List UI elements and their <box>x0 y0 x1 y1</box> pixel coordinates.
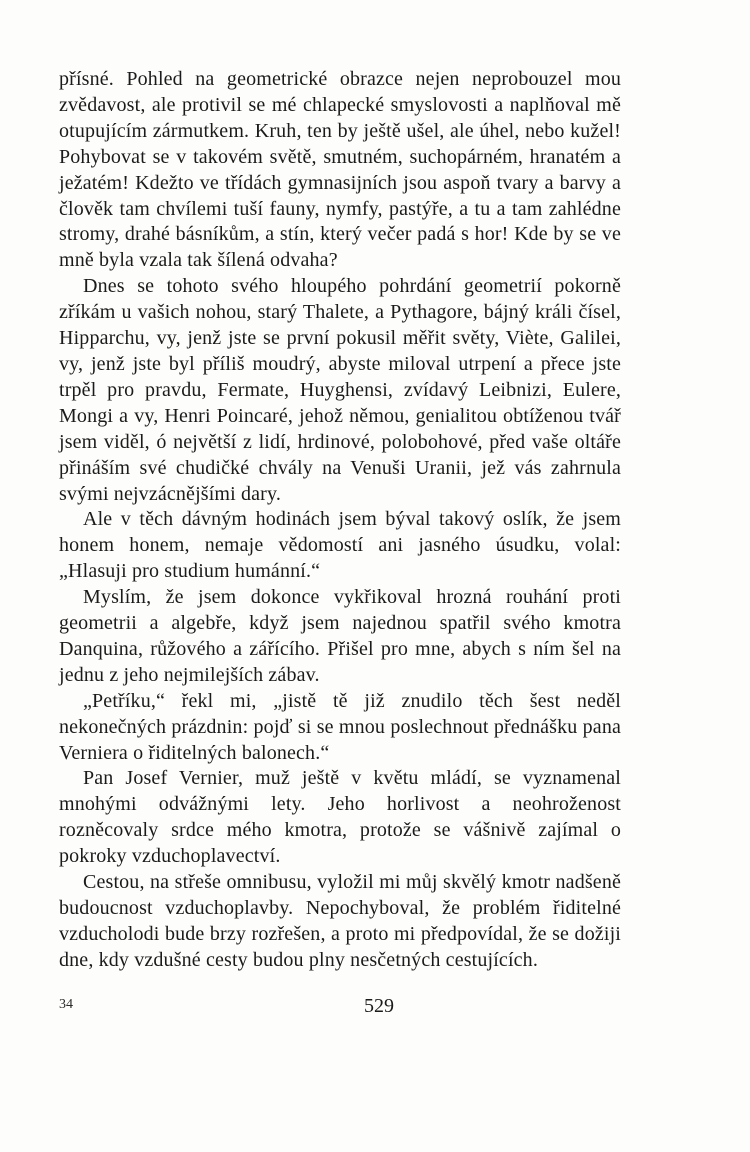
paragraph-1: přísné. Pohled na geometrické obrazce nejen neprobouzel mou zvědavost, ale protivil se mé chlapecké smyslovosti a naplňoval mě otupujícím zármutkem. Kruh, ten by ještě ušel, ale úhel, nebo kužel! Pohybovat se v takovém světě, smutném, suchopárném, hranatém a ježatém! Kdežto ve třídách gymnasijních jsou aspoň tvary a barvy a člověk tam chvílemi tuší fauny, nymfy, pastýře, a tu a tam zahlédne stromy, drahé básníkům, a stín, který večer padá s hor! Kde by se ve mně byla vzala tak šílená odvaha? <box>59 68 621 272</box>
paragraph-7: Cestou, na střeše omnibusu, vyložil mi můj skvělý kmotr nadšeně budoucnost vzduchoplavby. Nepochyboval, že problém řiditelné vzducholodi bude brzy rozřešen, a proto mi předpovídal, že se dožiji dne, kdy vzdušné cesty budou plny nesčetných cestujících. <box>59 871 621 971</box>
paragraph-5: „Petříku,“ řekl mi, „jistě tě již znudilo těch šest neděl nekonečných prázdnin: pojď si se mnou poslechnout přednášku pana Verniera o řiditelných balonech.“ <box>59 689 621 764</box>
paragraph-2: Dnes se tohoto svého hloupého pohrdání geometrií pokorně zříkám u vašich nohou, starý Thalete, a Pythagore, bájný králi čísel, Hipparchu, vy, jenž jste se první pokusil měřit světy, Viète, Galilei, vy, jenž jste byl příliš moudrý, abyste miloval utrpení a přece jste trpěl pro pravdu, Fermate, Huyghensi, zvídavý Leibnizi, Eulere, Mongi a vy, Henri Poincaré, jehož němou, genialitou obtíženou tvář jsem viděl, ó největší z lidí, hrdinové, polobohové, před vaše oltáře přináším své chudičké chvály na Venuši Uranii, jež vás zahrnula svými nejvzácnějšími dary. <box>59 275 621 505</box>
paragraph-6: Pan Josef Vernier, muž ještě v květu mládí, se vyznamenal mnohými odvážnými lety. Jeho horlivost a neohroženost rozněcovaly srdce mého kmotra, protože se vášnivě zajímal o pokroky vzduchoplavectví. <box>59 767 621 868</box>
paragraph-4: Myslím, že jsem dokonce vykřikoval hrozná rouhání proti geometrii a algebře, když jsem najednou spatřil svého kmotra Danquina, růžového a zářícího. Přišel pro mne, abych s ním šel na jednu z jeho nejmilejších zábav. <box>59 586 621 686</box>
page-number: 529 <box>364 995 394 1017</box>
paragraph-3: Ale v těch dávným hodinách jsem býval takový oslík, že jsem honem honem, nemaje vědomostí ani jasného úsudku, volal: „Hlasuji pro studium humánní.“ <box>59 508 621 583</box>
body-text <box>59 67 621 974</box>
signature-mark: 34 <box>59 997 73 1012</box>
